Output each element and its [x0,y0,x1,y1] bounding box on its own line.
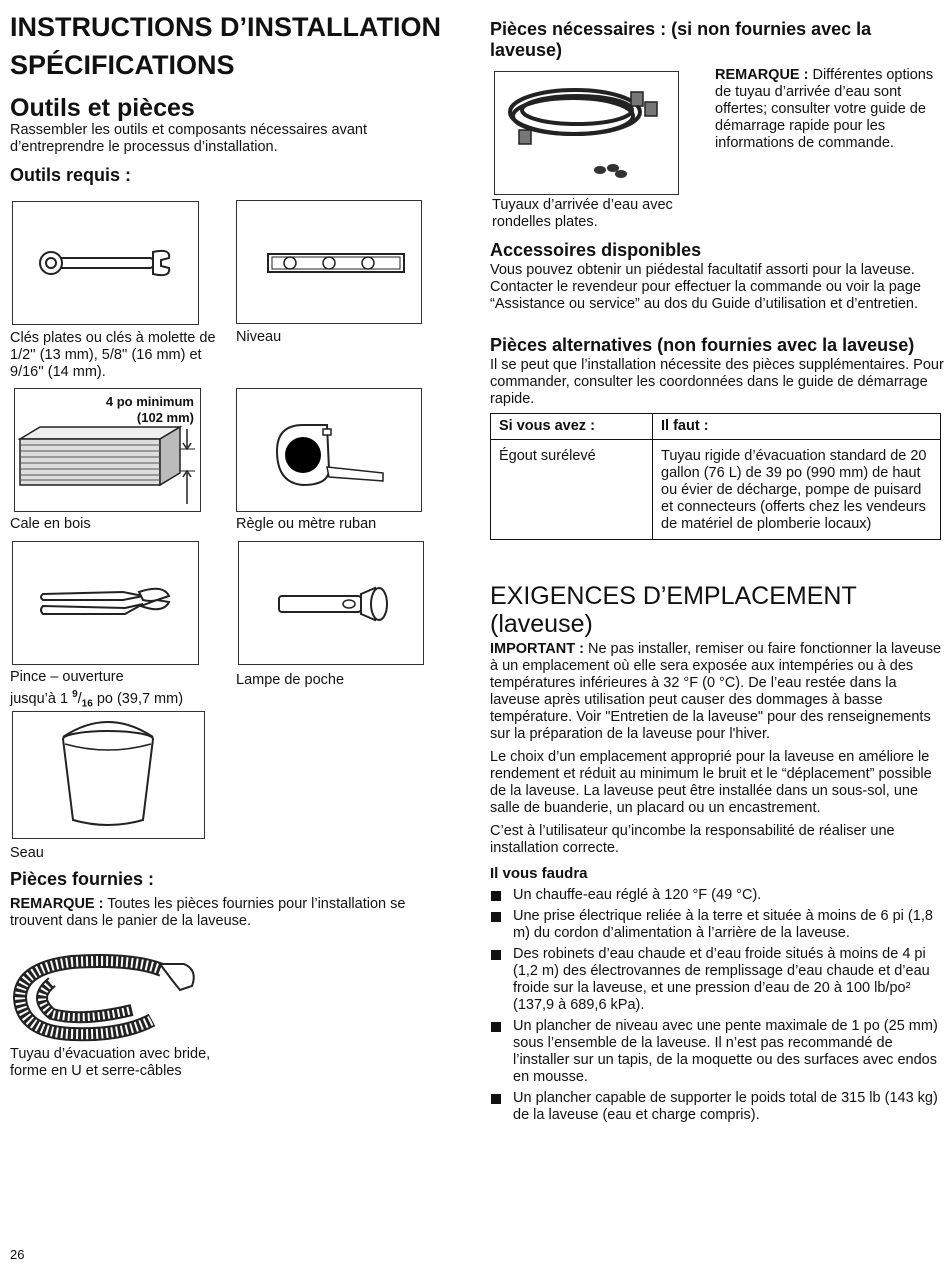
wrench-caption: Clés plates ou clés à molette de 1/2'' (13 mm), 5/8'' (16 mm) et 9/16'' (14 mm). [10,330,216,380]
pliers-caption [10,669,183,713]
level-caption: Niveau [236,329,282,345]
inlet-hose-icon [495,72,677,193]
wrench-icon [13,202,197,323]
supplied-note-text: Toutes les pièces fournies pour l’installation se trouvent dans le panier de la laveuse. [10,896,406,929]
tools-intro: Rassembler les outils et composants nécessaires avant d’entreprendre le processus d’installation. [10,122,368,155]
need-item-text: Un plancher capable de supporter le poids total de 315 lb (143 kg) de la laveuse (eau et charge compris). [513,1090,938,1123]
alt-parts-text: Il se peut que l’installation nécessite des pièces supplémentaires. Pour commander, consulter les coordonnées dans le guide de démarrage rapide. [490,357,944,407]
need-list [490,887,945,1128]
flashlight-icon [239,542,422,663]
tape-measure-icon [237,389,420,510]
wood-min-line-1: 4 po minimum [105,394,194,409]
table-cell-have: Égout surélevé [491,440,653,540]
need-item-text: Un chauffe-eau réglé à 120 °F (49 °C). [513,887,762,903]
needed-note-text: Différentes options de tuyau d’arrivée d’eau sont offertes; consulter votre guide de démarrage rapide pour les informations de commande. [715,67,934,151]
level-icon [237,201,420,322]
bucket-caption: Seau [10,845,44,861]
page-number: 26 [10,1247,25,1262]
needed-note-label: REMARQUE : [715,67,809,83]
alt-parts-heading: Pièces alternatives (non fournies avec la laveuse) [490,335,915,355]
table-header-have: Si vous avez : [491,414,653,440]
pliers-slash: / [77,690,82,707]
bullet-icon [491,950,501,960]
tape-caption: Règle ou mètre ruban [236,516,377,532]
table-header-row [491,414,941,440]
important-text: Ne pas installer, remiser ou faire fonctionner la laveuse à un emplacement où elle sera exposée aux intempéries ou à des températures inférieures à 32 °F (0 °C). De l’eau restée dans la laveuse après utilisation peut causer des dommages à basse température. Voir "Entretien de la laveuse" pour des renseignements sur la préparation de la laveuse pour l'hiver. [490,641,942,742]
wood-min-label [106,394,194,426]
supplied-note-label: REMARQUE : [10,896,104,912]
pliers-caption-line-2 [10,686,183,713]
list-item [490,1018,945,1086]
bullet-icon [491,1022,501,1032]
important-label: IMPORTANT : [490,641,584,657]
bucket-icon [13,712,203,837]
flashlight-image [238,541,424,665]
pliers-image [12,541,199,665]
wood-block-caption: Cale en bois [10,516,91,532]
required-tools-heading: Outils requis : [10,165,132,185]
inlet-hoses-image [494,71,679,195]
list-item [490,887,945,904]
supplied-heading: Pièces fournies : [10,869,155,889]
pliers-den: 16 [81,698,93,710]
bullet-icon [491,1094,501,1104]
pliers-icon [13,542,197,663]
need-item-text: Des robinets d’eau chaude et d’eau froide situés à moins de 4 pi (1,2 m) des électrovannes de remplissage d’eau chaude et d’eau froide sur la laveuse, et une pression d’eau de 20 à 100 lb/po² (137,9 à 689,6 kPa). [513,946,930,1013]
level-image [236,200,422,324]
bucket-image [12,711,205,839]
alt-parts-table [490,413,941,540]
accessories-heading: Accessoires disponibles [490,240,702,260]
drain-hose-caption: Tuyau d’évacuation avec bride, forme en U et serre-câbles [10,1046,211,1079]
list-item [490,908,945,942]
need-item-text: Un plancher de niveau avec une pente maximale de 1 po (25 mm) sous l’ensemble de la laveuse. Il n’est pas recommandé de l’installer sur un tapis, de la moquette ou des surfaces avec endos en mousse. [513,1018,938,1085]
location-heading-line-1: EXIGENCES D’EMPLACEMENT [490,582,857,610]
supplied-note [10,896,440,930]
table-row [491,440,941,540]
tape-image [236,388,422,512]
list-item [490,946,945,1014]
location-heading [490,582,945,638]
needed-heading: Pièces nécessaires : (si non fournies avec la laveuse) [490,19,872,60]
important-note [490,641,945,743]
title-line-1: INSTRUCTIONS D’INSTALLATION [10,12,441,42]
table-cell-need: Tuyau rigide d’évacuation standard de 20 gallon (76 L) de 39 po (990 mm) de haut ou évier de décharge, pompe de puisard et connecteurs (offerts chez les vendeurs de matériel de plomberie locaux) [653,440,941,540]
bullet-icon [491,912,501,922]
table-header-need: Il faut : [653,414,941,440]
wood-min-line-2: (102 mm) [136,410,194,425]
list-item [490,1090,945,1124]
bullet-icon [491,891,501,901]
flashlight-caption: Lampe de poche [236,672,345,688]
pliers-suffix: po (39,7 mm) [92,690,184,707]
location-heading-line-2: (laveuse) [490,610,593,638]
title-line-2: SPÉCIFICATIONS [10,50,235,80]
needed-note [715,67,935,152]
tools-heading: Outils et pièces [10,94,195,122]
location-para-3: C’est à l’utilisateur qu’incombe la responsabilité de réaliser une installation correcte. [490,823,895,856]
pliers-caption-line-1: Pince – ouverture [10,669,124,685]
location-para-2: Le choix d’un emplacement approprié pour la laveuse en améliore le rendement et réduit au minimum le bruit et le “déplacement” possible de la laveuse. La laveuse peut être installée dans un sous-sol, une salle de buanderie, un placard ou un encastrement. [490,749,932,816]
accessories-text: Vous pouvez obtenir un piédestal facultatif assorti pour la laveuse. Contacter le revendeur pour effectuer la commande ou voir la page “Assistance ou service” au dos du Guide d’utilisation et d’entretien. [490,262,921,312]
drain-hose-icon [12,950,202,1042]
need-item-text: Une prise électrique reliée à la terre et située à moins de 6 pi (1,8 m) du cordon d’alimentation à l’arrière de la laveuse. [513,908,933,941]
wood-block-image [14,388,201,512]
wrench-image [12,201,199,325]
pliers-num: 9 [72,689,78,700]
pliers-prefix: jusqu’à 1 [10,690,73,707]
need-heading: Il vous faudra [490,865,588,882]
page-title [10,8,470,84]
inlet-hoses-caption: Tuyaux d’arrivée d’eau avec rondelles plates. [492,197,673,230]
